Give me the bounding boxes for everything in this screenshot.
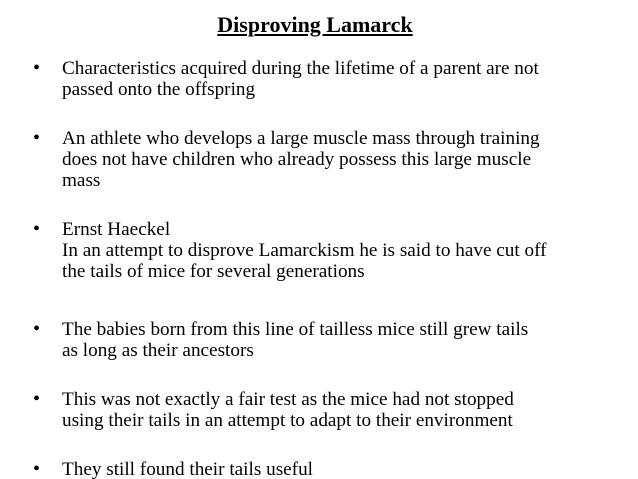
slide-title: Disproving Lamarck — [217, 12, 413, 37]
bullet-icon: • — [33, 318, 41, 340]
bullet-text: An athlete who develops a large muscle mass through training does not have children who already possess this large muscle mass — [62, 128, 540, 191]
bullet-text: Characteristics acquired during the lifetime of a parent are not passed onto the offspring — [62, 58, 539, 100]
bullet-icon: • — [33, 127, 41, 149]
bullet-icon: • — [33, 388, 41, 410]
bullet-text: They still found their tails useful — [62, 459, 313, 479]
bullet-text: Ernst Haeckel In an attempt to disprove Lamarckism he is said to have cut off the tails of mice for several generations — [62, 219, 547, 282]
bullet-text: The babies born from this line of tailless mice still grew tails as long as their ancestors — [62, 319, 529, 361]
bullet-icon: • — [33, 57, 41, 79]
bullet-icon: • — [33, 458, 41, 479]
bullet-text: This was not exactly a fair test as the mice had not stopped using their tails in an attempt to adapt to their environment — [62, 389, 514, 431]
bullet-icon: • — [33, 218, 41, 240]
